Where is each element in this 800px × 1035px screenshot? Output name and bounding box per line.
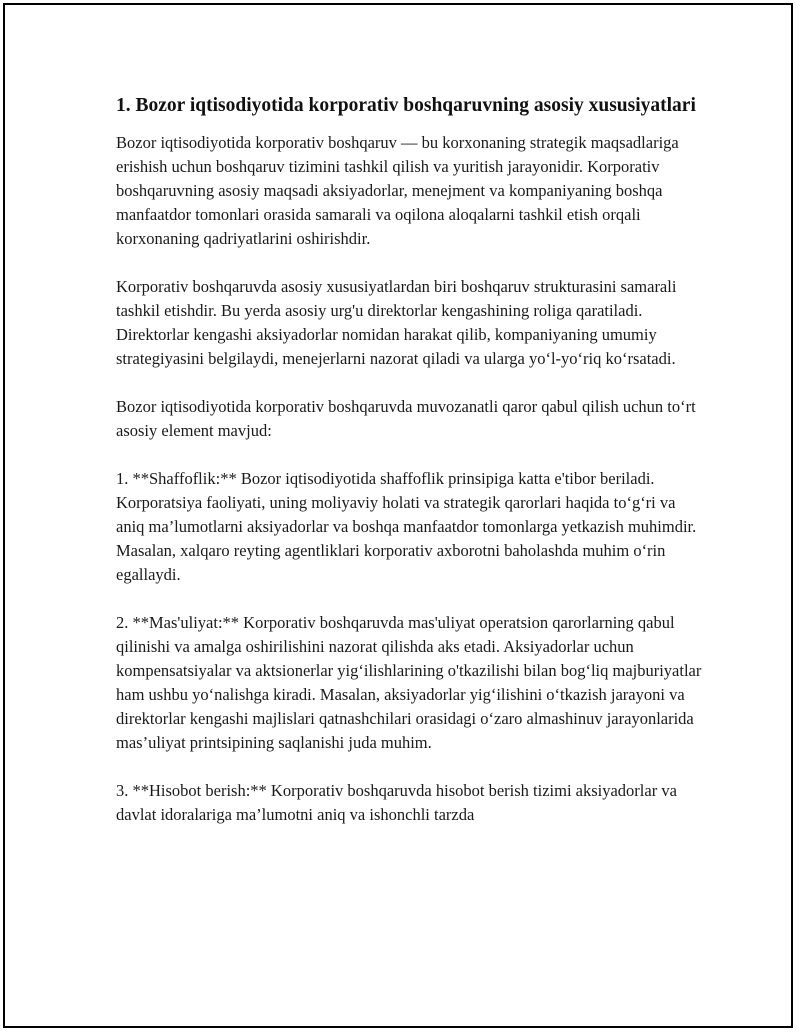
paragraph-reporting: 3. **Hisobot berish:** Korporativ boshqaruvda hisobot berish tizimi aksiyadorlar va davlat idoralariga ma’lumotni aniq va ishonchli tarzda xyxy=(116,781,677,824)
section-heading: 1. Bozor iqtisodiyotida korporativ boshqaruvning asosiy xususiyatlari xyxy=(116,95,696,116)
paragraph-board-structure: Korporativ boshqaruvda asosiy xususiyatlardan biri boshqaruv strukturasini samarali tashkil etishdir. Bu yerda asosiy urg'u direktorlar kengashining roliga qaratiladi. Direktorlar kengashi aksiyadorlar nomidan harakat qilib, kompaniyaning umumiy strategiyasini belgilaydi, menejerlarni nazorat qiladi va ularga yo‘l-yo‘riq ko‘rsatadi. xyxy=(116,277,677,368)
paragraph-four-elements: Bozor iqtisodiyotida korporativ boshqaruvda muvozanatli qaror qabul qilish uchun to‘rt asosiy element mavjud: xyxy=(116,397,696,440)
paragraph-transparency: 1. **Shaffoflik:** Bozor iqtisodiyotida shaffoflik prinsipiga katta e'tibor beriladi. Korporatsiya faoliyati, uning moliyaviy holati va strategik qarorlari haqida to‘g‘ri va aniq ma’lumotlarni aksiyadorlar va boshqa manfaatdor tomonlarga yetkazish muhimdir. Masalan, xalqaro reyting agentliklari korporativ axborotni baholashda muhim o‘rin egallaydi. xyxy=(116,469,697,584)
paragraph-intro: Bozor iqtisodiyotida korporativ boshqaruv — bu korxonaning strategik maqsadlariga erishish uchun boshqaruv tizimini tashkil qilish va yuritish jarayonidir. Korporativ boshqaruvning asosiy maqsadi aksiyadorlar, menejment va kompaniyaning boshqa manfaatdor tomonlari orasida samarali va oqilona aloqalarni tashkil etish orqali korxonaning qadriyatlarini oshirishdir. xyxy=(116,133,679,248)
paragraph-responsibility: 2. **Mas'uliyat:** Korporativ boshqaruvda mas'uliyat operatsion qarorlarning qabul qilinishi va amalga oshirilishini nazorat qilishda aks etadi. Aksiyadorlar uchun kompensatsiyalar va aktsionerlar yig‘ilishlarining o'tkazilishi bilan bog‘liq majburiyatlar ham ushbu yo‘nalishga kiradi. Masalan, aksiyadorlar yig‘ilishini o‘tkazish jarayoni va direktorlar kengashi majlislari qatnashchilari orasidagi o‘zaro almashinuv jarayonlarida mas’uliyat printsipining saqlanishi juda muhim. xyxy=(116,613,702,752)
document-body xyxy=(116,92,706,851)
